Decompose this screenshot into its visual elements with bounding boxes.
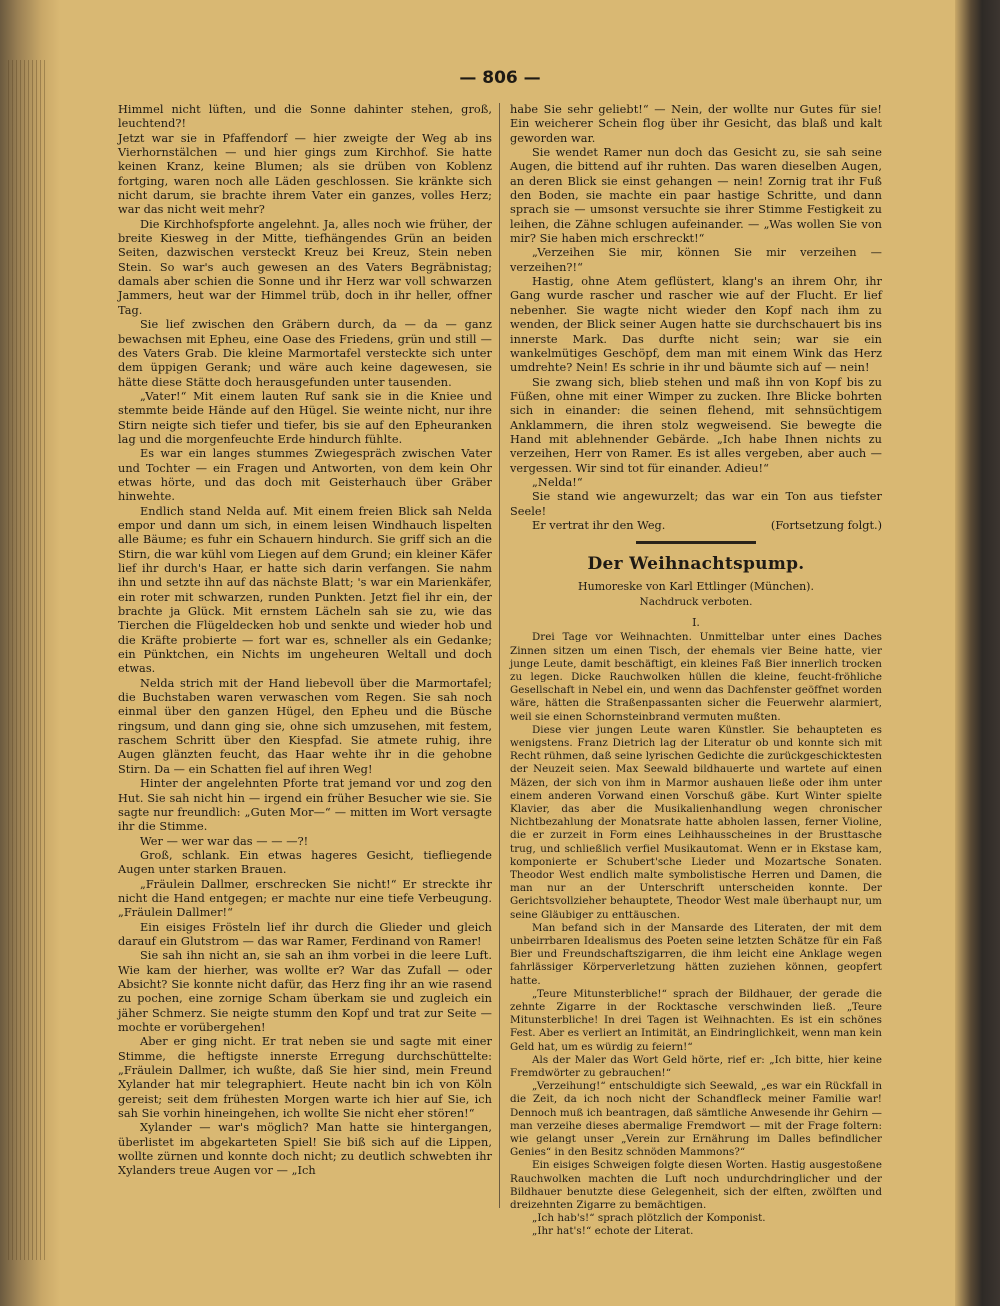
article-title: Der Weihnachtspump. [587, 554, 805, 575]
paragraph: Ein eisiges Frösteln lief ihr durch die Glieder und gleich darauf ein Glutstrom — das war Ramer, Ferdinand von Ramer! [118, 920, 492, 948]
paragraph: „Fräulein Dallmer, erschrecken Sie nicht!“ Er streckte ihr nicht die Hand entgegen; er machte nur eine tiefe Verbeugung. „Fräulein Dallmer!“ [118, 877, 492, 920]
to-be-continued: (Fortsetzung folgt.) [770, 518, 882, 532]
paragraph: „Ihr hat's!“ echote der Literat. [532, 1225, 694, 1238]
paragraph: Xylander — war's möglich? Man hatte sie hintergangen, überlistet im abgekarteten Spiel! Sie biß sich auf die Lippen, wollte zürnen und konnte doch nicht; zu deutlich schwebten ihr Xylanders treue Augen vor — „Ich [118, 1121, 492, 1178]
right-column [510, 103, 882, 1239]
article-body [510, 631, 882, 1238]
paragraph: Diese vier jungen Leute waren Künstler. Sie behaupteten es wenigstens. Franz Dietrich lag der Literatur ob und konnte sich mit Recht rühmen, daß seine lyrischen Gedichte die zurückgeschicktesten der Neuzeit seien. Max Seewald bildhauerte und wartete auf einen Mäzen, der sich von ihm in Marmor aushauen ließe oder ihm unter einem anderen Vorwand einen Vorschuß gäbe. Kurt Winter spielte Klavier, das aber die Musikalienhandlung wegen chronischer Nichtbezahlung der Monatsrate hatte abholen lassen, ferner Violine, die er zurzeit in Form eines Leihhausscheines in der Brusttasche trug, und schließlich verfiel Musikautomat. Wenn er in Ekstase kam, komponierte er Schubert'sche Lieder und Mozartsche Sonaten. Theodor West endlich malte symbolistische Herren und Damen, die man nur an der Unterschrift unterscheiden konnte. Der Gerichtsvollzieher behauptete, Theodor West male überhaupt nur, um seine Gläubiger zu enttäuschen. [510, 723, 882, 921]
page-number: — 806 — [459, 68, 541, 88]
paragraph: „Nelda!“ [532, 475, 583, 489]
paragraph: habe Sie sehr geliebt!“ — Nein, der wollte nur Gutes für sie! Ein weicherer Schein flog über ihr Gesicht, das blaß und kalt geworden war. [510, 103, 882, 145]
paragraph: Man befand sich in der Mansarde des Literaten, der mit dem unbeirrbaren Idealismus des Poeten seine letzten Schätze für ein Faß Bier und Freundschaftszigarren, die ihm leicht eine Anklage wegen fahrlässiger Körperverletzung hätten zuziehen können, geopfert hatte. [510, 921, 882, 987]
chapter-number: I. [692, 616, 700, 630]
gutter-page-edges [8, 60, 48, 1260]
paragraph: Sie lief zwischen den Gräbern durch, da — da — ganz bewachsen mit Epheu, eine Oase des Friedens, grün und still — des Vaters Grab. Die kleine Marmortafel versteckte sich unter dem üppigen Gerank; und wäre auch keine dagewesen, sie hätte diese Stätte doch herausgefunden unter tausenden. [118, 318, 492, 389]
paragraph: „Vater!“ Mit einem lauten Ruf sank sie in die Kniee und stemmte beide Hände auf den Hügel. Sie weinte nicht, nur ihre Stirn neigte sich tiefer und tiefer, bis sie auf den Epheuranken lag und die morgenfeuchte Erde hindurch fühlte. [118, 389, 492, 446]
book-right-edge [955, 0, 1000, 1306]
paragraph: Sie sah ihn nicht an, sie sah an ihm vorbei in die leere Luft. Wie kam der hierher, was wollte er? War das Zufall — oder Absicht? Sie konnte nicht dafür, das Herz fing ihr an wie rasend zu pochen, eine zornige Scham überkam sie und zugleich ein jäher Schmerz. Sie neigte stumm den Kopf und trat zur Seite — mochte er vorübergehen! [118, 949, 492, 1034]
paragraph: Hinter der angelehnten Pforte trat jemand vor und zog den Hut. Sie sah nicht hin — irgend ein früher Besucher wie sie. Sie sagte nur freundlich: „Guten Mor—“ — mitten im Wort versagte ihr die Stimme. [118, 777, 492, 834]
paragraph: Wer — wer war das — — —?! [140, 834, 309, 848]
paragraph: „Ich hab's!“ sprach plötzlich der Komponist. [532, 1212, 766, 1225]
paragraph: Sie stand wie angewurzelt; das war ein Ton aus tiefster Seele! [510, 490, 882, 518]
paragraph: Ein eisiges Schweigen folgte diesen Worten. Hastig ausgestoßene Rauchwolken machten die Luft noch undurchdringlicher und der Bildhauer benutzte diese Gelegenheit, sich der elften, zwölften und dreizehnten Zigarre zu bemächtigen. [510, 1159, 882, 1212]
reprint-note: Nachdruck verboten. [639, 596, 753, 609]
section-separator [636, 541, 756, 544]
paragraph: Die Kirchhofspforte angelehnt. Ja, alles noch wie früher, der breite Kiesweg in der Mitte, tiefhängendes Grün an beiden Seiten, dazwischen versteckt Kreuz bei Kreuz, Stein neben Stein. So war's auch gewesen an des Vaters Begräbnistag; damals aber schien die Sonne und ihr Herz war voll schwarzen Jammers, heut war der Himmel trüb, doch in ihr heller, offner Tag. [118, 217, 492, 317]
paragraph: Jetzt war sie in Pfaffendorf — hier zweigte der Weg ab ins Vierhornstälchen — und hier gings zum Kirchhof. Sie hatte keinen Kranz, keine Blumen; als sie drüben von Koblenz fortging, waren noch alle Läden geschlossen. Sie kränkte sich nicht darum, sie brachte ihrem Vater ein ganzes, volles Herz; war das nicht weit mehr? [118, 131, 492, 217]
paragraph: Sie wendet Ramer nun doch das Gesicht zu, sie sah seine Augen, die bittend auf ihr ruhten. Das waren dieselben Augen, an deren Blick sie einst gehangen — nein! Zornig trat ihr Fuß den Boden, sie machte ein paar hastige Schritte, und dann sprach sie — umsonst versuchte sie ihrer Stimme Festigkeit zu leihen, die Zähne schlugen aufeinander. — „Was wollen Sie von mir? Sie haben mich erschreckt!“ [510, 146, 882, 246]
paragraph: Drei Tage vor Weihnachten. Unmittelbar unter eines Daches Zinnen sitzen um einen Tisch, der ehemals vier Beine hatte, vier junge Leute, damit beschäftigt, ein kleines Faß Bier innerlich trocken zu legen. Dicke Rauchwolken hüllen die kleine, feucht-fröhliche Gesellschaft in Nebel ein, und wenn das Dachfenster geöffnet worden wäre, hätten die Straßenpassanten sicher die Feuerwehr alarmiert, weil sie einen Schornsteinbrand vermuten mußten. [510, 631, 882, 723]
paragraph: „Teure Mitunsterbliche!“ sprach der Bildhauer, der gerade die zehnte Zigarre in der Rocktasche verschwinden ließ. „Teure Mitunsterbliche! In drei Tagen ist Weihnachten. Es ist ein schönes Fest. Aber es verliert an Intimität, an Eindringlichkeit, wenn man kein Geld hat, um es würdig zu feiern!“ [510, 987, 882, 1053]
story-continuation [510, 103, 882, 519]
paragraph: Aber er ging nicht. Er trat neben sie und sagte mit einer Stimme, die heftigste innerste Erregung durchschüttelte: „Fräulein Dallmer, ich wußte, daß Sie hier sind, mein Freund Xylander hat mir telegraphiert. Heute nacht bin ich von Köln gereist; seit dem frühesten Morgen warte ich hier auf Sie, ich sah Sie vorhin hineingehen, ich wollte Sie nicht eher stören!“ [118, 1035, 492, 1121]
left-column [118, 103, 492, 1179]
paragraph: „Verzeihen Sie mir, können Sie mir verzeihen — verzeihen?!“ [510, 246, 882, 274]
paragraph: Himmel nicht lüften, und die Sonne dahinter stehen, groß, leuchtend?! [118, 103, 492, 131]
book-gutter [0, 0, 60, 1306]
paragraph: „Verzeihung!“ entschuldigte sich Seewald, „es war ein Rückfall in die Zeit, da ich noch nicht der Schandfleck meiner Familie war! Dennoch muß ich beantragen, daß sämtliche Anwesende ihr Gehirn — man verzeihe dieses abermalige Fremdwort — mit der Frage foltern: wie gelangt unser „Verein zur Ernährung im Dalles befindlicher Genies“ in den Besitz schnöden Mammons?“ [510, 1080, 882, 1159]
paragraph: Es war ein langes stummes Zwiegespräch zwischen Vater und Tochter — ein Fragen und Antworten, von dem kein Ohr etwas hörte, und das doch mit Geisterhauch über Gräber hinwehte. [118, 447, 492, 504]
column-divider [499, 103, 500, 1208]
paragraph: Nelda strich mit der Hand liebevoll über die Marmortafel; die Buchstaben waren verwaschen vom Regen. Sie sah noch einmal über den ganzen Hügel, den Epheu und die Büsche ringsum, und dann ging sie, ohne sich umzusehen, mit festem, raschem Schritt über den Kiespfad. Sie atmete ruhig, ihre Augen glänzten feucht, das Haar wehte ihr in die gehobne Stirn. Da — ein Schatten fiel auf ihren Weg! [118, 676, 492, 776]
paragraph: Endlich stand Nelda auf. Mit einem freien Blick sah Nelda empor und dann um sich, in einem leisen Windhauch lispelten alle Bäume; es fuhr ein Schauern hindurch. Sie griff sich an die Stirn, die war kühl vom Liegen auf dem Grund; ein kleiner Käfer lief ihr durch's Haar, er hatte sich darin verfangen. Sie nahm ihn und setzte ihn auf das nächste Blatt; 's war ein Marienkäfer, ein roter mit schwarzen, runden Punkten. Jetzt fiel ihr ein, der brachte ja Glück. Mit ernstem Lächeln sah sie zu, wie das Tierchen die Flügeldecken hob und senkte und wieder hob und die Kräfte probierte — fort war es, schneller als ein Gedanke; ein Pünktchen, ein Nichts im ungeheuren Weltall und doch etwas. [118, 504, 493, 676]
article-subtitle: Humoreske von Karl Ettlinger (München). [578, 580, 814, 594]
closing-line [510, 519, 882, 533]
paragraph: Hastig, ohne Atem geflüstert, klang's an ihrem Ohr, ihr Gang wurde rascher und rascher wie auf der Flucht. Er lief nebenher. Sie wagte nicht wieder den Kopf nach ihm zu wenden, der Blick seiner Augen hatte sie durchschauert bis ins innerste Mark. Das durfte nicht sein; war sie ein wankelmütiges Geschöpf, dem man mit einem Wink das Herz umdrehte? Nein! Es schrie in ihr und bäumte sich auf — nein! [510, 275, 882, 375]
closing-sentence: Er vertrat ihr den Weg. [532, 518, 666, 532]
paragraph: Sie zwang sich, blieb stehen und maß ihn von Kopf bis zu Füßen, ohne mit einer Wimper zu zucken. Ihre Blicke bohrten sich in einander: die seinen flehend, mit sehnsüchtigem Anklammern, die ihren stolz wegweisend. Sie bewegte die Hand mit ablehnender Gebärde. „Ich habe Ihnen nichts zu verzeihen, Herr von Ramer. Es ist alles vergeben, aber auch — vergessen. Wir sind tot für einander. Adieu!“ [510, 375, 882, 475]
paragraph: Als der Maler das Wort Geld hörte, rief er: „Ich bitte, hier keine Fremdwörter zu gebrauchen!“ [510, 1053, 882, 1080]
paragraph: Groß, schlank. Ein etwas hageres Gesicht, tiefliegende Augen unter starken Brauen. [118, 848, 492, 877]
